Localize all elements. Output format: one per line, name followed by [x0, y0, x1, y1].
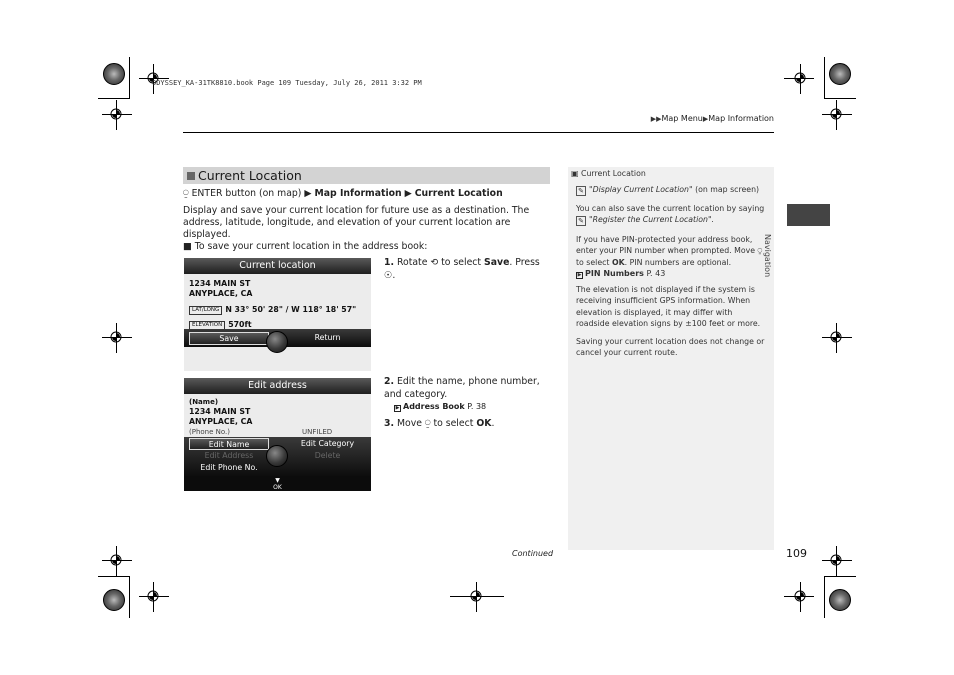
nav-path-prefix: ENTER button (on map)	[191, 188, 302, 199]
subheading	[183, 241, 427, 253]
continued-label: Continued	[512, 549, 554, 558]
cross-reference[interactable]	[384, 401, 554, 414]
xref-page: P. 38	[467, 402, 487, 411]
arrow-icon: ▶	[577, 271, 582, 278]
crosshair-icon	[465, 585, 487, 607]
step-2	[384, 376, 554, 414]
header-rule	[183, 132, 774, 133]
latlong-value: N 33° 50' 28" / W 118° 18' 57"	[225, 305, 357, 314]
subheading-text: To save your current location in the address book:	[194, 241, 428, 252]
sidebar-note-5: Saving your current location does not change or cancel your current route.	[576, 337, 765, 358]
name-placeholder: (Name)	[189, 398, 219, 406]
sidebar-note-4: The elevation is not displayed if the system is receiving insufficient GPS information. When elevation is displayed, it may differ with roadside elevation signs by ±100 feet or more.	[576, 285, 761, 328]
latlong-tag: LAT/LONG	[189, 306, 222, 315]
address-line2: ANYPLACE, CA	[189, 289, 253, 298]
crosshair-icon	[825, 103, 847, 125]
voice-command-icon: ✎	[576, 216, 586, 226]
address-line1: 1234 MAIN ST	[189, 279, 251, 288]
triangle-icon: ▶▶	[650, 115, 662, 123]
chevron-down-icon: ▼	[275, 477, 280, 484]
crosshair-icon	[825, 549, 847, 571]
sidebar-note-3	[576, 234, 768, 279]
registration-circle	[829, 589, 851, 611]
voice-command-text: "Register the Current Location".	[589, 215, 715, 225]
step-1	[384, 257, 554, 282]
step-text: .	[491, 418, 495, 429]
ok-label: OK	[273, 484, 282, 491]
nav-path-step2: Current Location	[414, 188, 503, 199]
address-line1: 1234 MAIN ST	[189, 407, 251, 416]
note-text: You can also save the current location by saying	[576, 204, 765, 213]
page-number: 109	[786, 547, 807, 560]
breadcrumb	[651, 114, 774, 123]
move-knob-icon: ⍜	[424, 418, 431, 429]
step-text: .	[392, 269, 396, 281]
crosshair-icon	[789, 585, 811, 607]
nav-path	[183, 188, 503, 200]
triangle-icon: ▶	[304, 188, 312, 199]
screen-title: Current location	[184, 258, 371, 274]
latlong-row	[184, 305, 371, 315]
phone-row	[184, 427, 371, 437]
step-3	[384, 418, 554, 431]
crosshair-icon	[142, 585, 164, 607]
phone-placeholder: (Phone No.)	[189, 428, 230, 436]
edit-name-button[interactable]: Edit Name	[189, 438, 269, 450]
intro-paragraph: Display and save your current location for future use as a destination. The address, latitude, longitude, and elevation of your current location are displayed.	[183, 205, 530, 240]
elevation-value: 570ft	[228, 320, 252, 329]
category-value: UNFILED	[302, 428, 333, 436]
breadcrumb-item-map-menu[interactable]: Map Menu	[661, 114, 703, 123]
step-text: to select	[433, 418, 474, 429]
return-button[interactable]: Return	[314, 333, 341, 342]
step-number: 1.	[384, 257, 395, 268]
chapter-tab-label: Navigation	[763, 234, 772, 278]
move-knob-icon: ⍜	[757, 246, 763, 256]
voice-command-icon: ✎	[576, 186, 586, 196]
crosshair-icon	[105, 326, 127, 348]
voice-command-text: "Display Current Location"	[589, 185, 693, 194]
note-text: (on map screen)	[695, 185, 760, 194]
step-text: . Press	[509, 257, 540, 268]
address-line2: ANYPLACE, CA	[189, 417, 253, 426]
enter-button-icon: ⍜	[183, 188, 189, 199]
step-number: 3.	[384, 418, 395, 429]
ok-indicator[interactable]	[184, 477, 371, 491]
sidebar-heading	[571, 168, 646, 179]
breadcrumb-item-map-information[interactable]: Map Information	[708, 114, 774, 123]
registration-circle	[103, 63, 125, 85]
edit-phone-button[interactable]: Edit Phone No.	[200, 463, 258, 472]
edit-category-button[interactable]: Edit Category	[300, 439, 355, 448]
registration-circle	[103, 589, 125, 611]
crosshair-icon	[105, 103, 127, 125]
triangle-icon: ▶	[702, 115, 709, 123]
sidebar-note-2	[576, 203, 768, 226]
edit-address-button[interactable]: Edit Address	[204, 451, 254, 460]
nav-path-step1: Map Information	[314, 188, 402, 199]
arrow-icon: ▶	[395, 405, 400, 411]
file-header: ODYSSEY_KA-31TK8810.book Page 109 Tuesday, July 26, 2011 3:32 PM	[152, 79, 422, 87]
sidebar-heading-text: Current Location	[581, 169, 646, 178]
section-heading	[183, 167, 550, 184]
crosshair-icon	[789, 67, 811, 89]
sidebar-notes	[568, 167, 774, 550]
square-icon	[187, 172, 195, 180]
registration-circle	[829, 63, 851, 85]
screen-title: Edit address	[184, 378, 371, 394]
square-bullet-icon: ■	[183, 241, 192, 252]
screen-current-location	[184, 258, 371, 371]
delete-button[interactable]: Delete	[314, 451, 341, 460]
xref-page: P. 43	[646, 268, 666, 278]
step-keyword: OK	[476, 418, 492, 429]
arrow-icon: ▣	[571, 169, 579, 178]
step-text: to select	[441, 257, 482, 268]
step-number: 2.	[384, 376, 395, 387]
step-text: Edit the name, phone number, and category.	[384, 376, 540, 400]
press-knob-icon: ☉	[384, 269, 393, 281]
section-title: Current Location	[198, 168, 302, 183]
note-text: to select	[576, 257, 610, 267]
crosshair-icon	[105, 549, 127, 571]
step-keyword: Save	[484, 257, 510, 268]
xref-title: PIN Numbers	[585, 268, 644, 278]
note-text: . PIN numbers are optional.	[624, 257, 732, 267]
note-keyword: OK	[611, 257, 625, 267]
rotate-knob-icon: ⟲	[430, 257, 439, 268]
xref-title: Address Book	[403, 402, 465, 411]
selector-knob	[266, 331, 288, 353]
step-text: Move	[396, 418, 422, 429]
chapter-tab[interactable]	[787, 204, 830, 226]
note-text: If you have PIN-protected your address book, enter your PIN number when prompted. Move	[576, 235, 756, 256]
step-text: Rotate	[396, 257, 428, 268]
triangle-icon: ▶	[404, 188, 412, 199]
save-button[interactable]: Save	[189, 332, 269, 345]
sidebar-note-1	[576, 184, 768, 196]
cross-reference[interactable]	[576, 269, 665, 278]
selector-knob	[266, 445, 288, 467]
elevation-tag: ELEVATION	[189, 321, 225, 330]
crosshair-icon	[825, 326, 847, 348]
screen-edit-address	[184, 378, 371, 491]
